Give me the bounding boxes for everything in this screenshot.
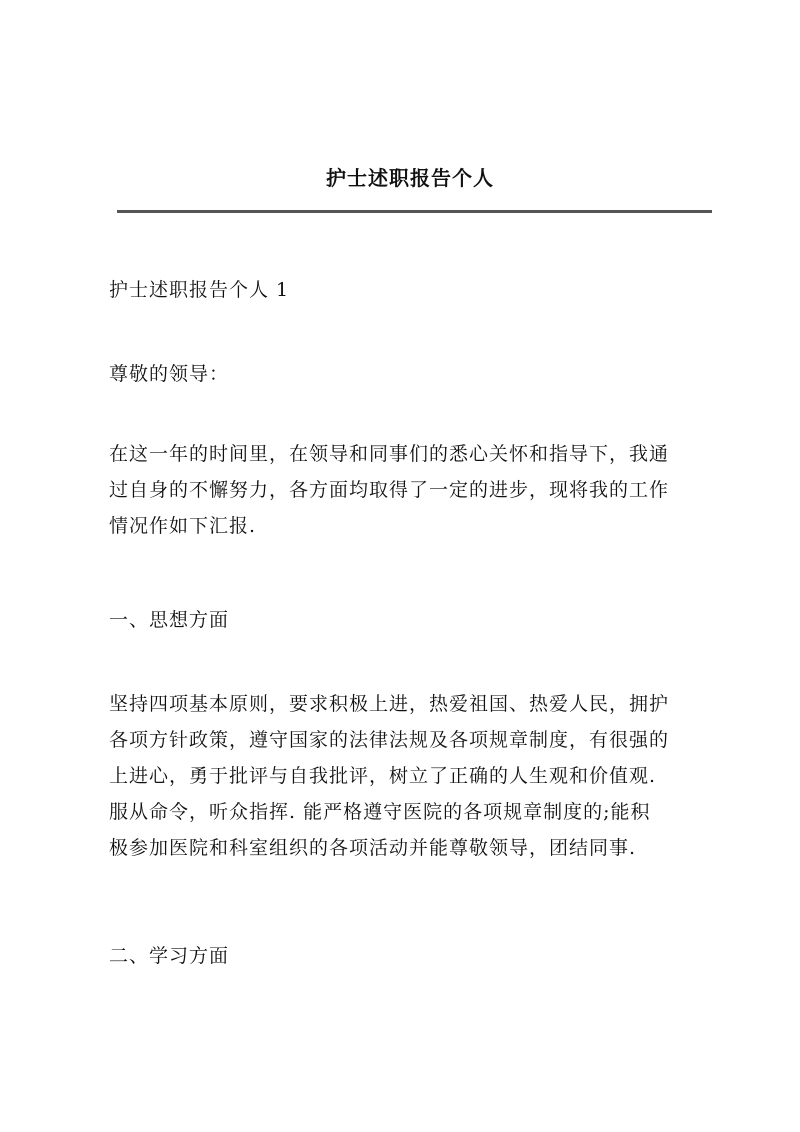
salutation: 尊敬的领导：: [109, 363, 230, 385]
title-divider: [117, 210, 712, 213]
report-heading: 护士述职报告个人 1: [109, 279, 290, 301]
document-title: 护士述职报告个人: [326, 166, 494, 190]
intro-line: 情况作如下汇报.: [109, 515, 257, 537]
intro-paragraph: [109, 436, 719, 544]
section-thought-line: 极参加医院和科室组织的各项活动并能尊敬领导，团结同事.: [109, 837, 637, 859]
section-thought-paragraph: [109, 686, 719, 866]
section-thought-line: 坚持四项基本原则，要求积极上进，热爱祖国、热爱人民，拥护: [109, 693, 670, 715]
section-heading-study: 二、学习方面: [109, 945, 230, 967]
section-heading-thought: 一、思想方面: [109, 609, 230, 631]
section-thought-line: 各项方针政策，遵守国家的法律法规及各项规章制度，有很强的: [109, 729, 670, 751]
intro-line: 过自身的不懈努力，各方面均取得了一定的进步，现将我的工作: [109, 479, 670, 501]
section-thought-line: 上进心，勇于批评与自我批评，树立了正确的人生观和价值观.: [109, 765, 657, 787]
intro-line: 在这一年的时间里，在领导和同事们的悉心关怀和指导下，我通: [109, 443, 670, 465]
section-thought-line: 服从命令，听众指挥. 能严格遵守医院的各项规章制度的;能积: [109, 801, 651, 823]
